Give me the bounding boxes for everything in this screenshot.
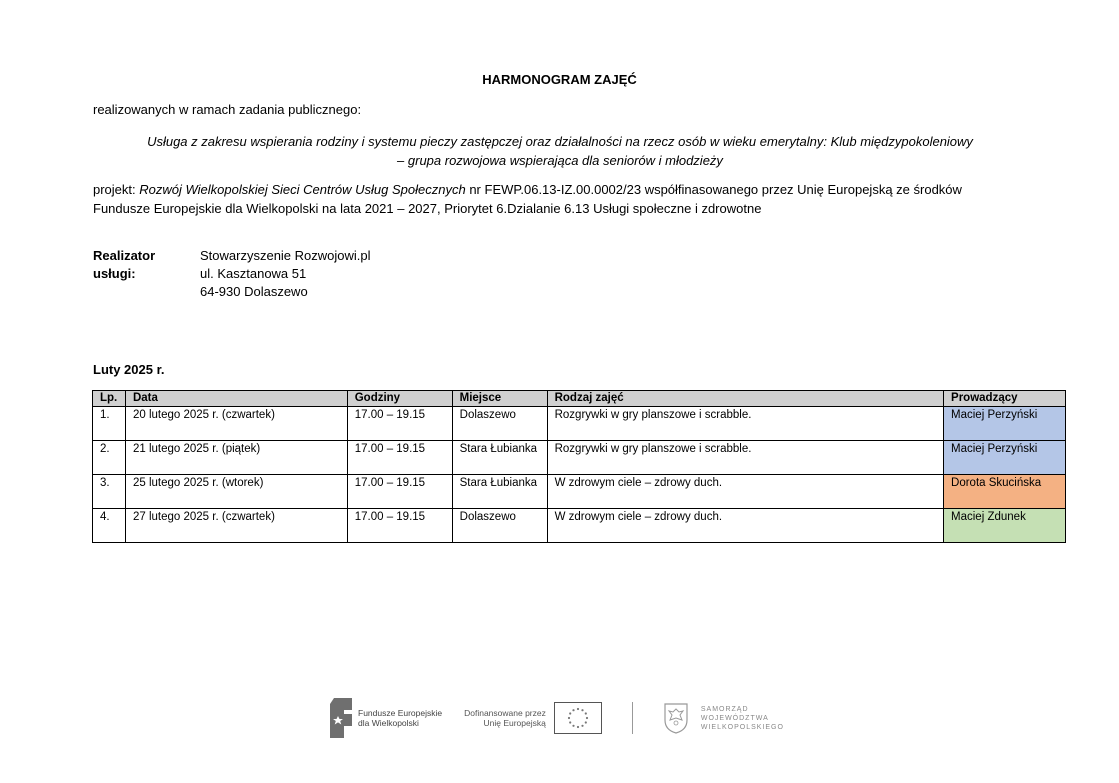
wlkp-crest-icon (663, 702, 689, 734)
cell-date: 27 lutego 2025 r. (czwartek) (125, 509, 347, 543)
cell-hours: 17.00 – 19.15 (347, 441, 452, 475)
realizator-address (200, 247, 371, 301)
cell-lp: 1. (93, 407, 126, 441)
cell-type: W zdrowym ciele – zdrowy duch. (547, 509, 943, 543)
fe-line-1: Fundusze Europejskie (358, 708, 443, 718)
cell-lp: 2. (93, 441, 126, 475)
cell-type: W zdrowym ciele – zdrowy duch. (547, 475, 943, 509)
document-title: HARMONOGRAM ZAJĘĆ (482, 72, 637, 87)
wlkp-line-2: WOJEWÓDZTWA (700, 714, 769, 722)
header-lead: Prowadzący (944, 391, 1066, 407)
realizator-street: ul. Kasztanowa 51 (200, 266, 307, 281)
project-rest: nr FEWP.06.13-IZ.00.0002/23 współfinasowanego przez Unię Europejską ze środków (465, 182, 962, 197)
realizator-block (93, 247, 371, 299)
cell-place: Dolaszewo (452, 509, 547, 543)
project-info (93, 180, 1013, 218)
cell-lp: 4. (93, 509, 126, 543)
table-row (93, 441, 1066, 475)
fe-text (358, 708, 442, 728)
cell-lp: 3. (93, 475, 126, 509)
fe-line-2: dla Wielkopolski (358, 718, 419, 728)
cell-place: Stara Łubianka (452, 475, 547, 509)
realizator-label: Realizator usługi: (93, 248, 156, 281)
wlkp-logo (663, 702, 784, 734)
header-hours: Godziny (347, 391, 452, 407)
cell-lead: Dorota Skucińska (944, 475, 1066, 509)
cell-type: Rozgrywki w gry planszowe i scrabble. (547, 407, 943, 441)
cell-hours: 17.00 – 19.15 (347, 407, 452, 441)
project-name: Rozwój Wielkopolskiej Sieci Centrów Usług Społecznych (139, 182, 466, 197)
footer-logos (330, 695, 784, 741)
cell-lead: Maciej Perzyński (944, 407, 1066, 441)
service-line-1: Usługa z zakresu wspierania rodziny i systemu pieczy zastępczej oraz działalności na rzecz osób w wieku emerytalny: Klub międzypokoleniowy (147, 134, 973, 149)
month-heading: Luty 2025 r. (93, 362, 165, 377)
realizator-name: Stowarzyszenie Rozwojowi.pl (200, 248, 371, 263)
cell-date: 21 lutego 2025 r. (piątek) (125, 441, 347, 475)
cell-hours: 17.00 – 19.15 (347, 509, 452, 543)
dof-line-2: Unię Europejską (483, 718, 546, 728)
dof-line-1: Dofinansowane przez (464, 708, 546, 718)
wlkp-line-1: SAMORZĄD (700, 705, 749, 713)
service-line-2: – grupa rozwojowa wspierająca dla seniorów i młodzieży (397, 153, 723, 168)
table-header-row (93, 391, 1066, 407)
table-row (93, 475, 1066, 509)
schedule-table (92, 390, 1066, 543)
cell-type: Rozgrywki w gry planszowe i scrabble. (547, 441, 943, 475)
eu-cofinance-text (464, 708, 546, 728)
fe-logo (330, 698, 442, 738)
cell-hours: 17.00 – 19.15 (347, 475, 452, 509)
cell-lead: Maciej Perzyński (944, 441, 1066, 475)
cell-date: 20 lutego 2025 r. (czwartek) (125, 407, 347, 441)
eu-flag-icon (554, 702, 602, 734)
header-date: Data (125, 391, 347, 407)
fe-emblem-icon (330, 698, 352, 738)
cell-lead: Maciej Zdunek (944, 509, 1066, 543)
footer-divider (632, 702, 633, 734)
wlkp-text (701, 705, 784, 732)
intro-text: realizowanych w ramach zadania publicznego: (93, 102, 362, 117)
cell-date: 25 lutego 2025 r. (wtorek) (125, 475, 347, 509)
table-row (93, 407, 1066, 441)
project-prefix: projekt: (93, 182, 140, 197)
realizator-city: 64-930 Dolaszewo (200, 284, 308, 299)
project-line-2: Fundusze Europejskie dla Wielkopolski na lata 2021 – 2027, Priorytet 6.Dzialanie 6.13 Usługi społeczne i zdrowotne (93, 201, 762, 216)
cell-place: Dolaszewo (452, 407, 547, 441)
cell-place: Stara Łubianka (452, 441, 547, 475)
header-place: Miejsce (452, 391, 547, 407)
table-row (93, 509, 1066, 543)
service-description (130, 132, 990, 170)
wlkp-line-3: WIELKOPOLSKIEGO (700, 723, 784, 731)
header-type: Rodzaj zajęć (547, 391, 943, 407)
header-lp: Lp. (93, 391, 126, 407)
